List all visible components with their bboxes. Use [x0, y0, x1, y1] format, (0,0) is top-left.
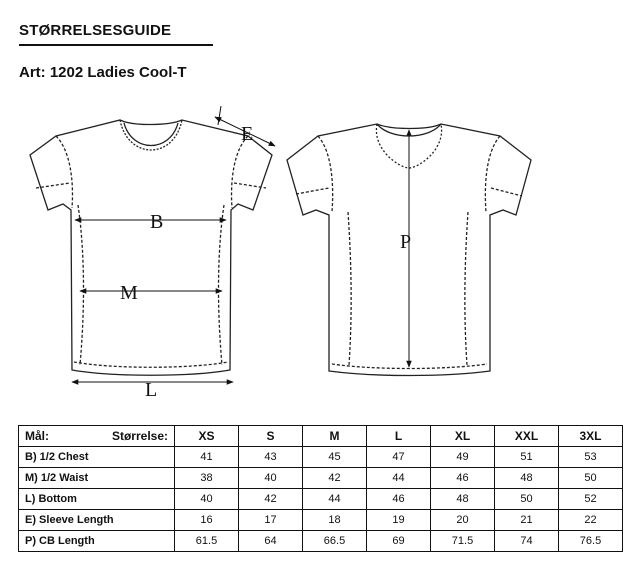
size-col-header: 3XL [559, 426, 623, 447]
table-cell: 76.5 [559, 531, 623, 552]
table-row [19, 510, 623, 531]
back-side-seam-right [465, 212, 468, 365]
table-cell: 18 [303, 510, 367, 531]
size-col-header: XXL [495, 426, 559, 447]
label-m: M [120, 282, 138, 304]
row-label: E) Sleeve Length [19, 510, 175, 531]
table-cell: 41 [175, 447, 239, 468]
sleeve-tick [218, 106, 221, 125]
back-sleeve-left-hem [296, 188, 329, 194]
table-cell: 74 [495, 531, 559, 552]
front-side-seam-left [78, 205, 84, 365]
table-cell: 22 [559, 510, 623, 531]
table-cell: 50 [559, 468, 623, 489]
table-cell: 38 [175, 468, 239, 489]
table-cell: 49 [431, 447, 495, 468]
row-label: P) CB Length [19, 531, 175, 552]
table-cell: 40 [175, 489, 239, 510]
table-row [19, 468, 623, 489]
table-cell: 51 [495, 447, 559, 468]
label-p: P [400, 231, 412, 253]
table-cell: 42 [303, 468, 367, 489]
page-title: STØRRELSESGUIDE [19, 22, 172, 39]
measure-lines [72, 106, 412, 382]
size-col-header: L [367, 426, 431, 447]
back-armhole-right [485, 136, 500, 212]
table-cell: 46 [431, 468, 495, 489]
front-armhole-right [232, 136, 248, 208]
back-armhole-left [318, 136, 333, 212]
size-col-header: S [239, 426, 303, 447]
table-cell: 21 [495, 510, 559, 531]
table-cell: 48 [495, 468, 559, 489]
front-view [30, 120, 272, 375]
size-header-label: Størrelse: [111, 429, 168, 443]
front-hem-stitch [74, 362, 228, 367]
table-cell: 43 [239, 447, 303, 468]
table-cell: 61.5 [175, 531, 239, 552]
table-cell: 52 [559, 489, 623, 510]
table-row [19, 489, 623, 510]
front-sleeve-left-hem [36, 183, 70, 188]
row-label: M) 1/2 Waist [19, 468, 175, 489]
size-header-row [19, 426, 623, 447]
size-col-header: XS [175, 426, 239, 447]
table-cell: 48 [431, 489, 495, 510]
table-cell: 64 [239, 531, 303, 552]
table-cell: 44 [303, 489, 367, 510]
table-cell: 50 [495, 489, 559, 510]
corner-header [19, 426, 175, 447]
front-side-seam-right [219, 205, 225, 365]
label-l: L [145, 379, 158, 401]
row-label: B) 1/2 Chest [19, 447, 175, 468]
table-row [19, 447, 623, 468]
table-cell: 44 [367, 468, 431, 489]
article-title: Art: 1202 Ladies Cool-T [19, 64, 187, 81]
table-cell: 45 [303, 447, 367, 468]
table-cell: 40 [239, 468, 303, 489]
label-b: B [150, 211, 164, 233]
table-cell: 69 [367, 531, 431, 552]
table-cell: 42 [239, 489, 303, 510]
table-cell: 46 [367, 489, 431, 510]
table-cell: 16 [175, 510, 239, 531]
table-cell: 66.5 [303, 531, 367, 552]
table-cell: 17 [239, 510, 303, 531]
table-row [19, 531, 623, 552]
table-cell: 19 [367, 510, 431, 531]
table-cell: 53 [559, 447, 623, 468]
back-side-seam-left [348, 212, 351, 365]
size-table [18, 425, 623, 552]
table-cell: 47 [367, 447, 431, 468]
front-armhole-left [56, 136, 72, 208]
table-cell: 71.5 [431, 531, 495, 552]
measure-labels [120, 123, 411, 401]
label-e: E [241, 123, 254, 145]
back-sleeve-right-hem [491, 188, 522, 196]
size-col-header: M [303, 426, 367, 447]
size-col-header: XL [431, 426, 495, 447]
table-cell: 20 [431, 510, 495, 531]
measure-header-label: Mål: [25, 429, 49, 443]
row-label: L) Bottom [19, 489, 175, 510]
